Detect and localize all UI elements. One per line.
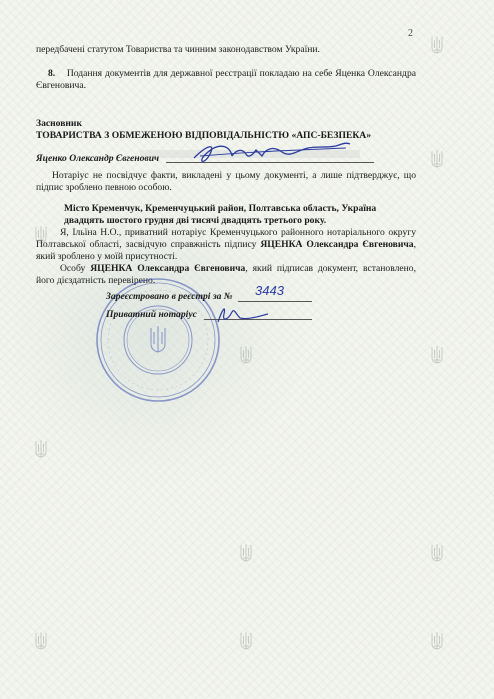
founder-signature	[186, 136, 356, 170]
certification-suffix: , який зроблено у моїй присутності.	[36, 239, 416, 263]
tryzub-watermark-icon	[240, 346, 252, 364]
tryzub-watermark-icon	[431, 150, 443, 168]
identity-suffix: , який підписав документ, встановлено, його дієздатність перевірено.	[36, 263, 416, 287]
registry-label: Зареєстровано в реєстрі за №	[106, 291, 233, 302]
founder-company: ТОВАРИСТВА З ОБМЕЖЕНОЮ ВІДПОВІДАЛЬНІСТЮ «АПС-БЕЗПЕКА»	[36, 130, 372, 141]
continuation-text: передбачені статутом Товариства та чинним законодавством України.	[36, 44, 320, 55]
notary-place: Місто Кременчук, Кременчуцький район, Полтавська область, Україна	[64, 203, 377, 214]
notary-disclaimer: Нотаріус не посвідчує факти, викладені у цьому документі, а лише підтверджує, що підпис зроблено певною особою.	[36, 170, 416, 194]
item-8	[36, 68, 416, 92]
founder-name: Яценко Олександр Євгенович	[36, 153, 160, 164]
registry-number: 3443	[255, 283, 284, 298]
tryzub-watermark-icon	[431, 36, 443, 54]
notary-date: двадцять шостого грудня дві тисячі двадцять третього року.	[64, 215, 327, 226]
item-number: 8.	[48, 68, 56, 79]
notary-identity	[36, 263, 416, 287]
notary-signature	[208, 300, 288, 326]
tryzub-watermark-icon	[431, 632, 443, 650]
certification-text: Я, Ільїна Н.О., приватний нотаріус Кременчуцького районного нотаріального округу Полтавської області, засвідчую справжність підпису	[36, 227, 416, 251]
certification-name: ЯЦЕНКА Олександра Євгеновича	[260, 239, 414, 251]
tryzub-watermark-icon	[240, 632, 252, 650]
item-text: Подання документів для державної реєстрації покладаю на себе Яценка Олександра Євгеновича.	[36, 68, 416, 92]
tryzub-watermark-icon	[240, 544, 252, 562]
notary-certification	[36, 227, 416, 264]
tryzub-watermark-icon	[35, 632, 47, 650]
notary-label: Приватний нотаріус	[106, 309, 197, 320]
founder-label: Засновник	[36, 118, 82, 129]
page-number: 2	[408, 28, 413, 39]
tryzub-watermark-icon	[431, 346, 443, 364]
tryzub-watermark-icon	[35, 440, 47, 458]
tryzub-watermark-icon	[431, 544, 443, 562]
identity-name: ЯЦЕНКА Олександра Євгеновича	[90, 263, 246, 274]
identity-prefix: Особу	[60, 263, 86, 274]
